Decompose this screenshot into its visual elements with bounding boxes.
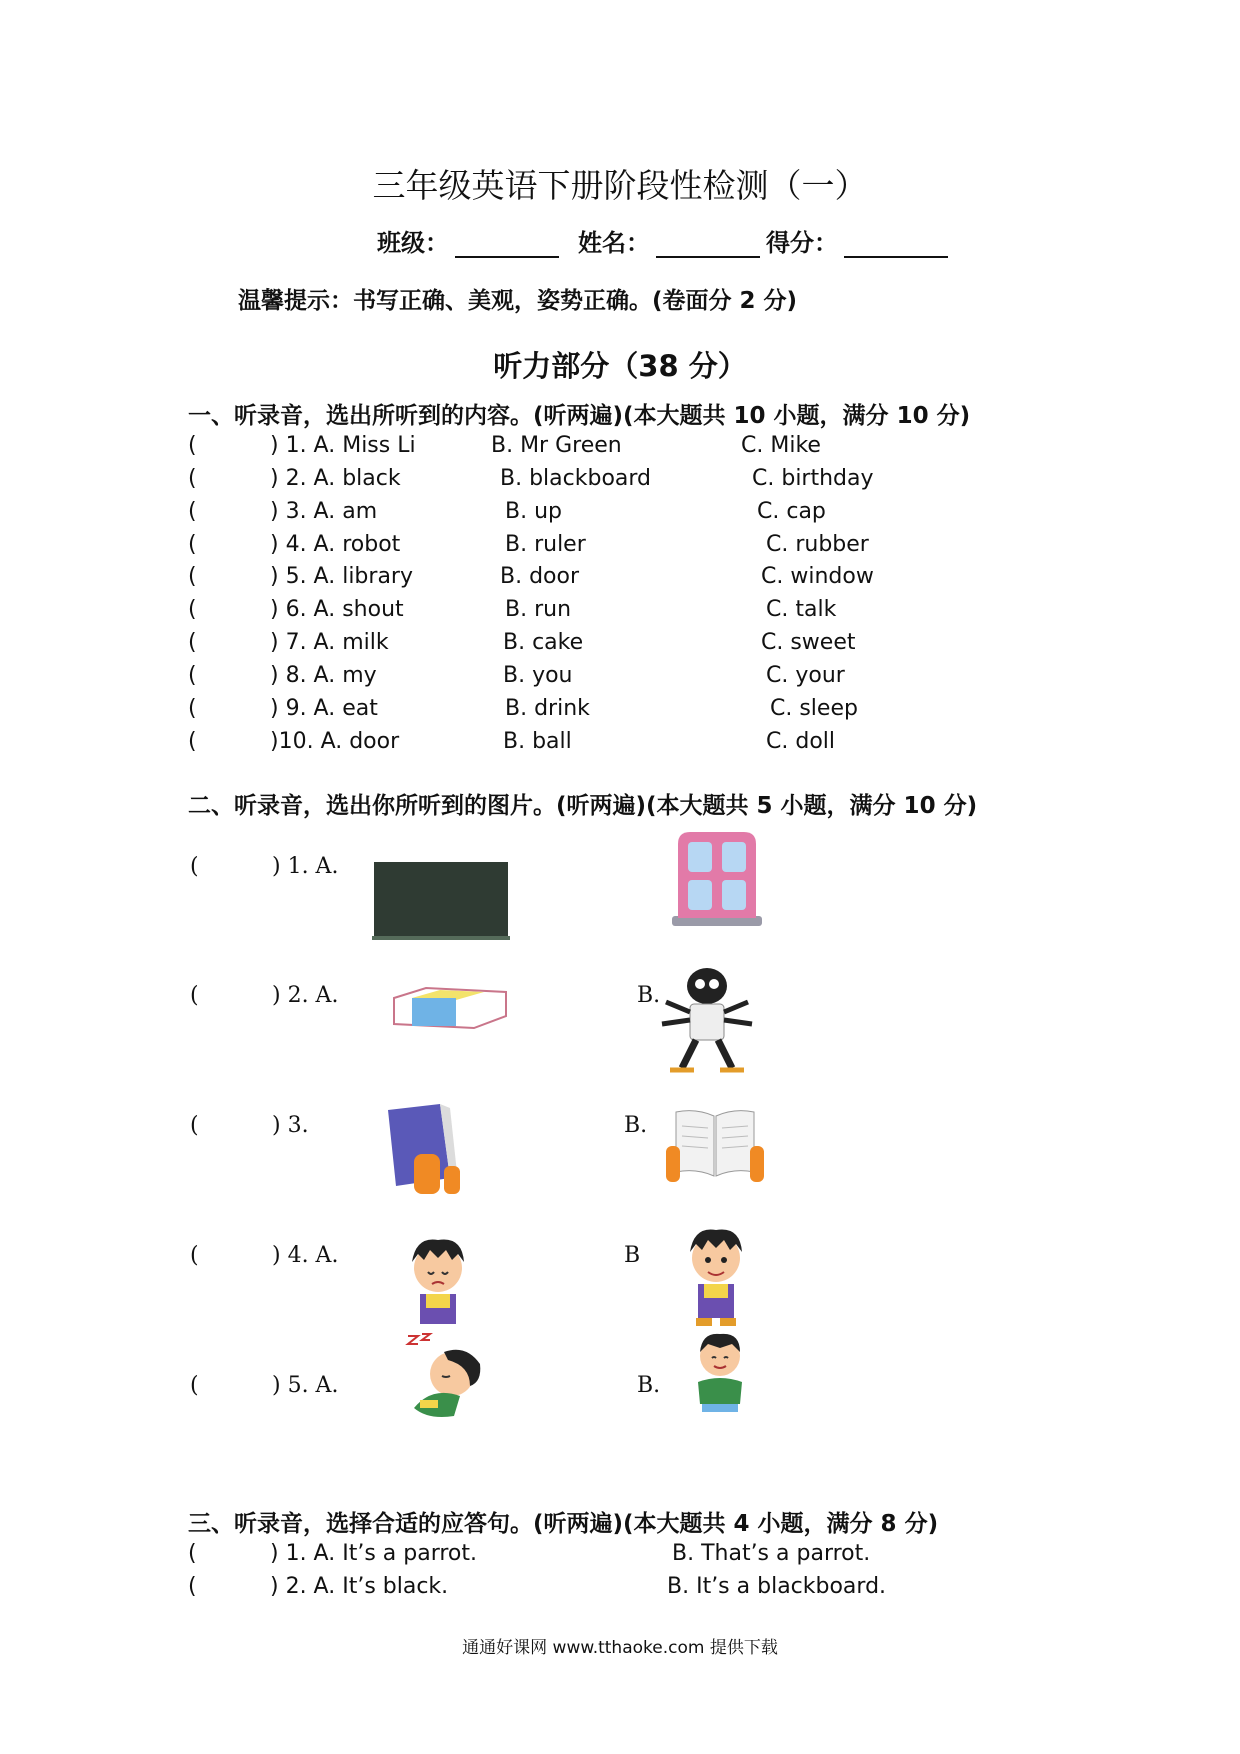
option-b: B. up	[505, 499, 562, 524]
question-text: ) 2. A. It’s black.	[270, 1574, 449, 1599]
answer-paren[interactable]: (	[188, 630, 197, 655]
question-text: ) 2. A. black	[270, 466, 401, 491]
score-field	[766, 223, 948, 258]
option-c: C. cap	[757, 499, 826, 524]
option-c: C. your	[766, 663, 845, 688]
class-label: 班级：	[377, 229, 449, 257]
section2-heading: 二、听录音，选出你所听到的图片。(听两遍)(本大题共 5 小题，满分 10 分)	[188, 793, 978, 819]
option-b: B. ruler	[505, 532, 586, 557]
question-label: ) 2. A.	[272, 983, 339, 1008]
option-b-label: B.	[637, 983, 661, 1008]
option-b-label: B.	[624, 1113, 648, 1138]
section1-heading: 一、听录音，选出所听到的内容。(听两遍)(本大题共 10 小题，满分 10 分)	[188, 403, 971, 429]
answer-paren[interactable]: (	[188, 597, 197, 622]
question-text: )10. A. door	[270, 729, 400, 754]
option-b: B. door	[500, 564, 580, 589]
question-label: ) 1. A.	[272, 854, 339, 879]
option-b: B. ball	[503, 729, 572, 754]
class-blank[interactable]	[455, 234, 559, 258]
answer-paren[interactable]: (	[188, 1574, 197, 1599]
question-text: ) 1. A. Miss Li	[270, 433, 416, 458]
name-field	[578, 223, 760, 258]
window-picture[interactable]	[664, 828, 770, 930]
option-b: B. drink	[505, 696, 590, 721]
question-text: ) 7. A. milk	[270, 630, 389, 655]
question-text: ) 1. A. It’s a parrot.	[270, 1541, 477, 1566]
answer-paren[interactable]: (	[188, 663, 197, 688]
question-text: ) 8. A. my	[270, 663, 377, 688]
option-c: C. rubber	[766, 532, 869, 557]
question-text: ) 3. A. am	[270, 499, 378, 524]
footer-text: 通通好课网 www.tthaoke.com 提供下载	[462, 1638, 778, 1658]
question-label: ) 5. A.	[272, 1373, 339, 1398]
option-c: C. doll	[766, 729, 835, 754]
question-text: ) 5. A. library	[270, 564, 413, 589]
answer-paren[interactable]: (	[188, 1541, 197, 1566]
option-b-label: B	[624, 1243, 641, 1268]
answer-paren[interactable]: (	[190, 1113, 199, 1138]
name-blank[interactable]	[656, 234, 760, 258]
question-text: ) 4. A. robot	[270, 532, 401, 557]
option-c: C. window	[761, 564, 874, 589]
answer-paren[interactable]: (	[188, 499, 197, 524]
question-label: ) 4. A.	[272, 1243, 339, 1268]
robot-picture[interactable]	[652, 964, 762, 1076]
option-b: B. cake	[503, 630, 584, 655]
option-b: B. It’s a blackboard.	[667, 1574, 887, 1599]
answer-paren[interactable]: (	[190, 1373, 199, 1398]
answer-paren[interactable]: (	[188, 532, 197, 557]
score-label: 得分：	[766, 229, 838, 257]
listening-title: 听力部分（38 分）	[493, 349, 747, 383]
closed-book-picture[interactable]	[384, 1102, 472, 1196]
boy-awake-picture[interactable]	[686, 1328, 754, 1414]
boy-smiling-picture[interactable]	[676, 1222, 756, 1328]
answer-paren[interactable]: (	[188, 729, 197, 754]
boy-sleeping-picture[interactable]	[404, 1330, 490, 1422]
answer-paren[interactable]: (	[190, 1243, 199, 1268]
tip-text: 温馨提示：书写正确、美观，姿势正确。(卷面分 2 分)	[238, 288, 798, 314]
option-c: C. talk	[766, 597, 837, 622]
section3-heading: 三、听录音，选择合适的应答句。(听两遍)(本大题共 4 小题，满分 8 分)	[188, 1511, 939, 1537]
option-c: C. sleep	[770, 696, 858, 721]
option-c: C. Mike	[741, 433, 821, 458]
answer-paren[interactable]: (	[188, 433, 197, 458]
rubber-picture[interactable]	[388, 984, 512, 1030]
option-c: C. sweet	[761, 630, 856, 655]
boy-crying-picture[interactable]	[398, 1232, 478, 1328]
option-b: B. you	[503, 663, 573, 688]
score-blank[interactable]	[844, 234, 948, 258]
page-title: 三年级英语下册阶段性检测（一）	[372, 166, 868, 205]
option-b: B. run	[505, 597, 572, 622]
name-label: 姓名：	[578, 229, 650, 257]
option-b: B. That’s a parrot.	[672, 1541, 871, 1566]
class-field	[377, 223, 559, 258]
open-book-picture[interactable]	[664, 1106, 766, 1192]
option-b-label: B.	[637, 1373, 661, 1398]
option-b: B. blackboard	[500, 466, 652, 491]
question-label: ) 3.	[272, 1113, 309, 1138]
question-text: ) 6. A. shout	[270, 597, 404, 622]
answer-paren[interactable]: (	[188, 696, 197, 721]
blackboard-picture[interactable]	[372, 860, 512, 944]
answer-paren[interactable]: (	[188, 564, 197, 589]
question-text: ) 9. A. eat	[270, 696, 378, 721]
option-c: C. birthday	[752, 466, 874, 491]
answer-paren[interactable]: (	[190, 983, 199, 1008]
option-b: B. Mr Green	[491, 433, 622, 458]
answer-paren[interactable]: (	[188, 466, 197, 491]
answer-paren[interactable]: (	[190, 854, 199, 879]
